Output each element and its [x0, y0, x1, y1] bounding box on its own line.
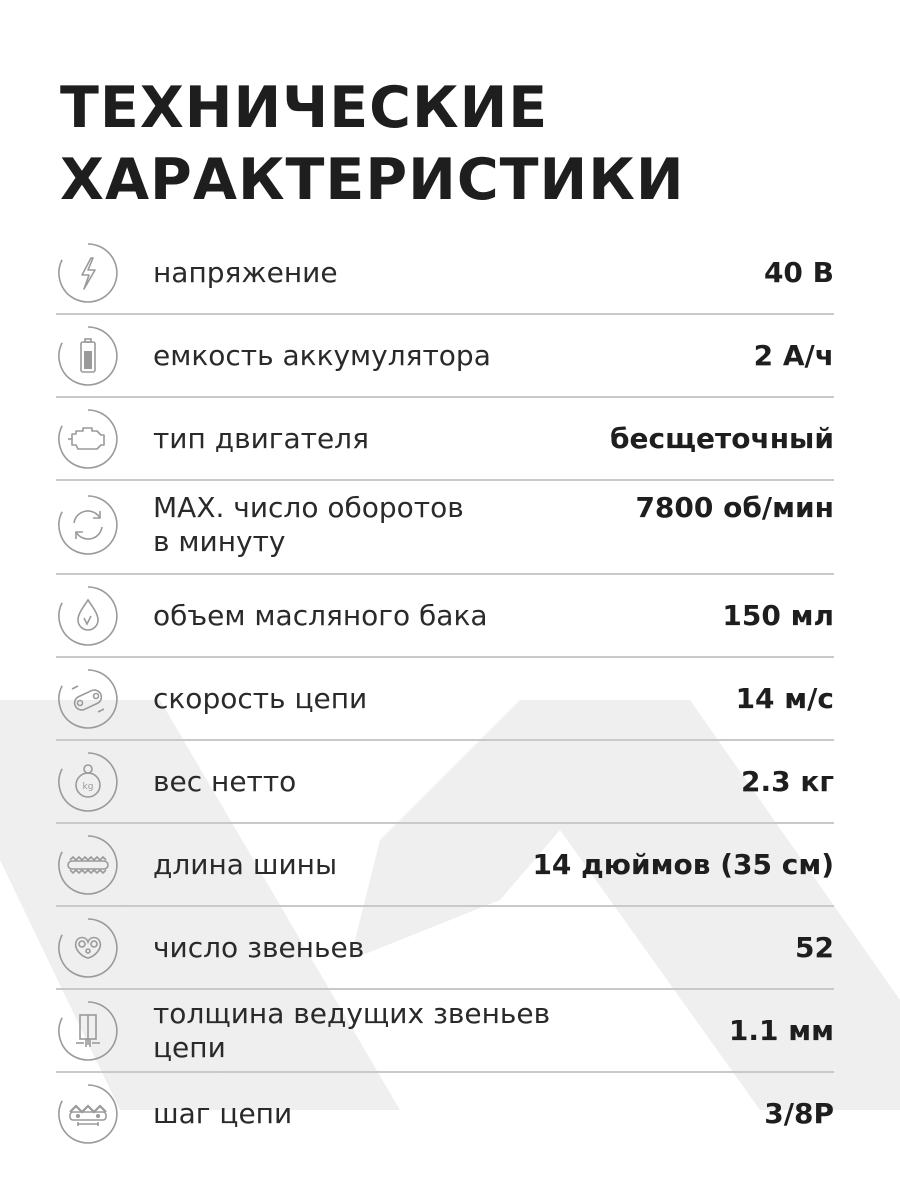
spec-label: емкость аккумулятора [153, 338, 491, 372]
title-line-1: ТЕХНИЧЕСКИЕ [60, 75, 549, 141]
specs-table [56, 232, 834, 1154]
spec-label: число звеньев [153, 930, 365, 964]
spec-label: толщина ведущих звеньев цепи [153, 996, 551, 1064]
weight-icon [56, 750, 120, 814]
engine-icon [56, 407, 120, 471]
weight-unit-text: kg [82, 781, 94, 792]
title-line-2: ХАРАКТЕРИСТИКИ [60, 147, 685, 213]
spec-value: 2.3 кг [741, 764, 834, 798]
battery-icon [56, 324, 120, 388]
chain-links-icon [56, 916, 120, 980]
spec-row-motor-type [56, 398, 834, 481]
spec-value: 52 [795, 930, 834, 964]
rotation-icon [56, 493, 120, 557]
spec-value: 7800 об/мин [635, 491, 834, 524]
oil-drop-icon [56, 584, 120, 648]
spec-label: скорость цепи [153, 681, 368, 715]
spec-row-battery-capacity [56, 315, 834, 398]
spec-label: шаг цепи [153, 1096, 293, 1130]
spec-label: длина шины [153, 847, 338, 881]
spec-label-line-1: MAX. число оборотов [153, 491, 464, 524]
spec-row-chain-speed [56, 658, 834, 741]
spec-row-net-weight [56, 741, 834, 824]
spec-row-link-count [56, 907, 834, 990]
spec-row-voltage [56, 232, 834, 315]
chain-link-icon [56, 667, 120, 731]
spec-row-bar-length [56, 824, 834, 907]
guide-bar-icon [56, 833, 120, 897]
spec-value: 14 м/с [735, 681, 834, 715]
lightning-icon [56, 241, 120, 305]
spec-label: напряжение [153, 255, 338, 289]
spec-label: объем масляного бака [153, 598, 488, 632]
spec-value: 1.1 мм [728, 1013, 834, 1047]
spec-value: 14 дюймов (35 см) [532, 847, 834, 881]
spec-label [153, 491, 464, 559]
spec-value: бесщеточный [609, 421, 834, 455]
spec-label-line-2: в минуту [153, 525, 286, 558]
spec-label: тип двигателя [153, 421, 369, 455]
spec-value: 40 В [763, 255, 834, 289]
spec-row-chain-pitch [56, 1073, 834, 1154]
chain-pitch-icon [56, 1082, 120, 1146]
page-title [60, 72, 685, 216]
spec-row-max-rpm [56, 481, 834, 575]
spec-label: вес нетто [153, 764, 297, 798]
spec-row-drive-link-thickness [56, 990, 834, 1073]
spec-value: 150 мл [722, 598, 834, 632]
thickness-icon [56, 999, 120, 1063]
spec-value: 3/8Р [764, 1096, 834, 1130]
spec-row-oil-tank [56, 575, 834, 658]
spec-value: 2 А/ч [753, 338, 834, 372]
